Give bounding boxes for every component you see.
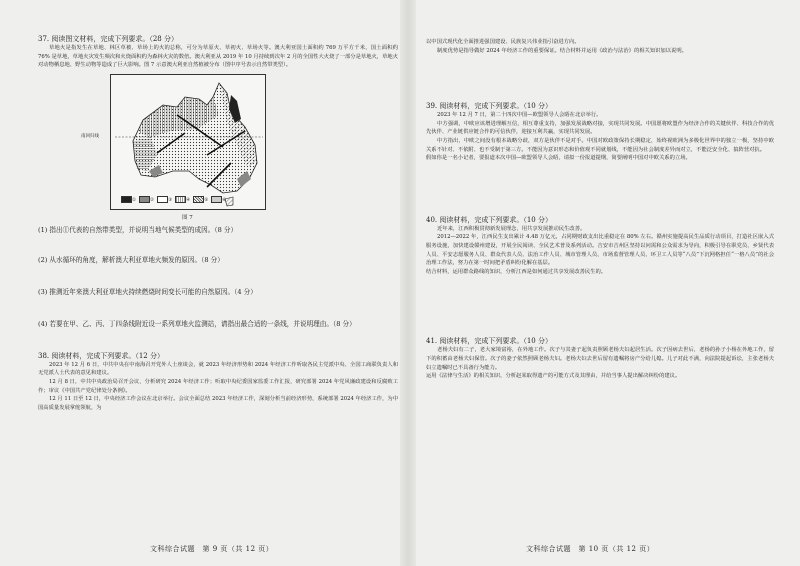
q40-task: 结合材料，运用群众路线的知识，分析江西是如何通过共享发展改善民生的。 <box>426 268 607 275</box>
q37-sub3: (3) 推测近年来澳大利亚草地火持续燃烧时间变长可能的自然原因。（4 分） <box>38 287 257 296</box>
q39-para2: 中方强调，中欧应该增进理解互信，相互尊重支持，加强发展战略对接，实现共同发展。中国愿将欧盟作为经济合作的关键伙伴、科技合作的优先伙伴、产业链供应链合作的可信伙伴，迎接互利共赢，实现共同发展。 <box>426 120 774 136</box>
right-page-footer: 文科综合试题 第 10 页（共 12 页） <box>526 545 655 553</box>
q38-para1: 2023 年 12 月 6 日，中共中央在中南海召开党外人士座谈会，就 2023 年经济形势和 2024 年经济工作听取各民主党派中央、全国工商联负责人和无党派人士代表的意见和建议。 <box>38 361 398 377</box>
legend-item: ④ <box>175 196 190 203</box>
figure-caption: 图 7 <box>182 214 193 221</box>
q37-material: 草地火是指发生在草地、林区草被、草场上的火的总称，可分为草原火、草初火、草场火等。澳大利亚国土面积约 769 万平方千米，国土面积约 76% 是草地，草地火灾发生频次和火烧面积约为森林火灾的数倍。澳大利亚从 2019 年 10 月持续到次年 2 月的全国性大火烧了一部分是草地火，草地火对动物栖息地、野生动物等造成了巨大影响。图 7 示意澳大利亚自然植被分布（图中序号表示自然带类型）。 <box>38 45 398 69</box>
map-legend <box>121 196 226 203</box>
q38-heading: 38. 阅读材料，完成下列要求。（12 分） <box>38 351 164 360</box>
q38-para3: 12 月 11 日至 12 日，中央经济工作会议在北京举行。会议全面总结 2023 年经济工作，深刻分析当前经济形势，系统部署 2024 年经济工作，为中国高质量发展掌舵领航，为 <box>38 396 398 411</box>
australia-map-graphic <box>111 75 265 209</box>
right-page <box>408 0 800 566</box>
q39-para1: 2023 年 12 月 7 日，第二十四次中国—欧盟领导人会晤在北京举行。 <box>437 112 602 119</box>
q37-sub1: (1) 指出①代表的自然带类型，并说明当地气候类型的成因。（8 分） <box>38 225 238 234</box>
australia-vegetation-map <box>81 74 266 210</box>
q37-sub2: (2) 从水循环的角度，解析澳大利亚草地火频发的原因。（8 分） <box>38 255 224 264</box>
legend-item: ① <box>121 196 136 203</box>
q41-heading: 41. 阅读材料，完成下列要求。（10 分） <box>426 337 552 346</box>
q39-heading: 39. 阅读材料，完成下列要求。（10 分） <box>426 102 552 111</box>
q38-para2: 12 月 8 日，中共中央政治局召开会议，分析研究 2024 年经济工作；听取中央纪委国家监委工作汇报，研究部署 2024 年党风廉政建设和反腐败工作；审议《中国共产党纪律处分条例》。 <box>38 378 398 394</box>
legend-item: ② <box>139 196 154 203</box>
legend-item: ⑤ <box>193 196 208 203</box>
legend-item: ⑥ <box>211 196 226 203</box>
tropic-label: 南回归线 <box>81 133 99 139</box>
q37-heading: 37. 阅读图文材料，完成下列要求。（28 分） <box>38 35 178 43</box>
q40-para2: 2012—2022 年，江西民生支出累计 4.48 万亿元，占同期财政支出比重稳定在 80% 左右。赣州实施提高民生品质行动项目，打造社区嵌入式服务设施，加快建设赣州建设，开展全民阅读、全民艺术普及系列活动。吉安市吉州区坚持以问需和公众需求为导向，积极引导在职党员、乡贤代表人员、平安志愿服务人员、群众代表人员、法治工作人员、城市管理人员、市场监督管理人员、环卫工人员等“八员”下沉网格担任“一格八员”的社会治理工作法，努力在第一时间把矛盾纠纷化解在基层。 <box>426 234 774 267</box>
q39-task: 假如你是一名小记者，要报道本次中国—欧盟领导人会晤，请拟一份报道提纲，简要阐明中国对中欧关系的立场。 <box>426 155 691 162</box>
q38-continued-2: 制度优势是指导做好 2024 年经济工作的重要保证。结合材料并运用《政治与法治》的相关知识加以说明。 <box>437 47 687 54</box>
q40-para1: 近年来，江西积极贯彻新发展理念，用共享发展推动民生改善。 <box>437 225 586 232</box>
q38-continued-1: 以中国式现代化全面推进强国建设、民族复兴伟业指引奋进方向。 <box>426 39 580 45</box>
q41-para1: 老杨夫妇有二子，老大家境富裕，在外地工作。次子与其妻子起负责照顾老杨夫妇起居生活。次子因病去世后，老杨的孙子小杨在外地工作，留下的积蓄由老杨夫妇保管。次子的妻子依然照顾老杨夫妇。老杨夫妇去世后留有遗嘱将房产分给儿媳。儿子对此不满，向法院提起诉讼，主张老杨夫妇立遗嘱时已不具备行为能力。 <box>426 347 774 371</box>
q37-sub4: (4) 若要在甲、乙、丙、丁四条线附近设一系列草地火监测站，请指出最合适的一条线，并说明理由。（8 分） <box>38 319 356 328</box>
q41-task: 运用《法律与生活》的相关知识，分析赵某取得遗产的可能方式及其理由，并给当事人提出解决纠纷的建议。 <box>426 373 681 380</box>
legend-item: ③ <box>157 196 172 203</box>
left-page-footer: 文科综合试题 第 9 页（共 12 页） <box>150 545 274 553</box>
q39-para3: 中方指出，中欧之间没有根本战略分歧，双方是伙伴不是对手。中国对欧政策保持长期稳定，始终视欧洲为多极化世界中的独立一极，坚持中欧关系不针对、不依附、也不受制于第三方。不能因为意识形态和价值观不同就划线，不能因为社会制度差异而对立，不能泛安全化、搞阵营对抗。 <box>426 137 774 153</box>
q40-heading: 40. 阅读材料，完成下列要求。（10 分） <box>426 215 552 224</box>
